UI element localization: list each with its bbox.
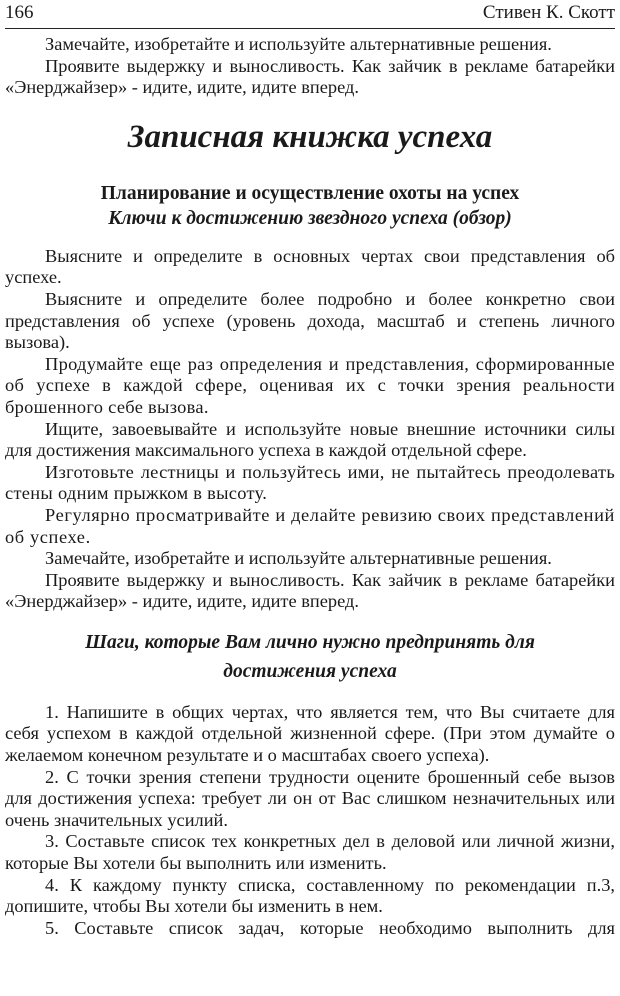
key-paragraph: Регулярно просматривайте и делайте ревизию своих представлений об успехе. [5,504,615,547]
page-number: 166 [5,2,34,23]
steps-heading-line: достижения успеха [223,660,397,682]
key-paragraph: Выясните и определите более подробно и более конкретно свои представления об успехе (уровень дохода, масштаб и степень личного вызова). [5,288,615,353]
running-header [5,0,615,29]
page-body [5,34,615,939]
steps-heading [5,628,615,686]
subsection-heading: Планирование и осуществление охоты на успех [100,182,520,204]
step-paragraph: 1. Напишите в общих чертах, что является тем, что Вы считаете для себя успехом в каждой отдельной жизненной сфере. (При этом думайте о желаемом конечном результате и о масштабах своего успеха). [5,701,615,766]
key-paragraph: Изготовьте лестницы и пользуйтесь ими, не пытайтесь преодолевать стены одним прыжком в высоту. [5,461,615,504]
running-author: Стивен К. Скотт [482,2,615,23]
key-paragraph: Выясните и определите в основных чертах свои представления об успехе. [5,245,615,288]
step-paragraph: 4. К каждому пункту списка, составленному по рекомендации п.3, допишите, чтобы Вы хотели бы изменить в нем. [5,874,615,917]
intro-paragraph: Замечайте, изобретайте и используйте альтернативные решения. [45,34,552,54]
key-paragraph: Замечайте, изобретайте и используйте альтернативные решения. [45,548,552,569]
step-paragraph: 3. Составьте список тех конкретных дел в деловой или личной жизни, которые Вы хотели бы выполнить или изменить. [5,831,615,874]
steps-heading-line: Шаги, которые Вам лично нужно предпринять для [85,631,535,653]
key-paragraph: Проявите выдержку и выносливость. Как зайчик в рекламе батарейки «Энерджайзер» - идите, идите, идите вперед. [5,569,615,612]
section-title: Записная книжка успеха [127,118,493,155]
step-paragraph: 2. С точки зрения степени трудности оцените брошенный себе вызов для достижения успеха: требует ли он от Вас слишком незначительных или очень значительных усилий. [5,766,615,830]
key-paragraph: Ищите, завоевывайте и используйте новые внешние источники силы для достижения максимального успеха в каждой отдельной сфере. [5,418,615,461]
intro-paragraph: Проявите выдержку и выносливость. Как зайчик в рекламе батарейки «Энерджайзер» - идите, идите, идите вперед. [5,55,615,98]
subsection-subheading: Ключи к достижению звездного успеха (обзор) [108,207,512,229]
key-paragraph: Продумайте еще раз определения и представления, сформированные об успехе в каждой сфере, оценивая их с точки зрения реальности брошенного себе вызова. [5,353,615,417]
step-paragraph: 5. Составьте список задач, которые необходимо выполнить для [45,917,615,938]
